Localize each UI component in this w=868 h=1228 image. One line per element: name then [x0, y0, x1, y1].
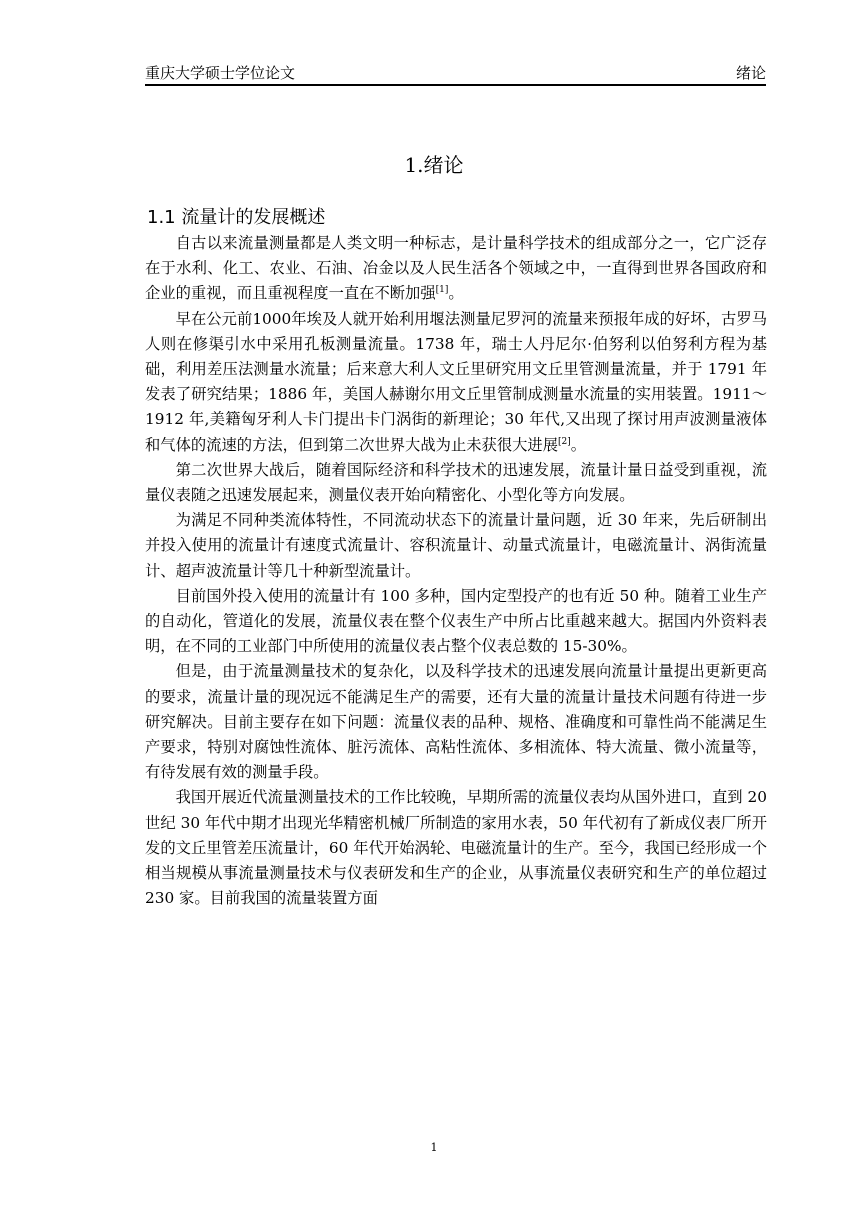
- paragraph-text: 第二次世界大战后，随着国际经济和科学技术的迅速发展，流量计量日益受到重视，流量仪表随之迅速发展起来，测量仪表开始向精密化、小型化等方向发展。: [145, 460, 767, 505]
- body-text: [145, 231, 767, 911]
- paragraph: [145, 508, 767, 584]
- paragraph: [145, 231, 767, 307]
- header-chapter-name: 绪论: [735, 64, 766, 82]
- chapter-title: 1.绪论: [404, 153, 464, 177]
- paragraph-end: 。: [448, 284, 464, 303]
- citation-ref: [1]: [435, 285, 449, 296]
- section-title: 1.1 流量计的发展概述: [147, 207, 326, 228]
- paragraph-text: 我国开展近代流量测量技术的工作比较晚，早期所需的流量仪表均从国外进口，直到 20 世纪 30 年代中期才出现光华精密机械厂所制造的家用水表，50 年代初有了新成仪表厂所开发的文丘里管差压流量计，60 年代开始涡轮、电磁流量计的生产。至今，我国已经形成一个相当规模从事流量测量技术与仪表研发和生产的企业，从事流量仪表研究和生产的单位超过 230 家。目前我国的流量装置方面: [145, 788, 767, 908]
- paragraph-end: 。: [570, 435, 587, 454]
- paragraph-text: 为满足不同种类流体特性，不同流动状态下的流量计量问题，近 30 年来，先后研制出并投入使用的流量计有速度式流量计、容积流量计、动量式流量计，电磁流量计、涡街流量计、超声波流量计等几十种新型流量计。: [145, 511, 767, 580]
- running-header: [145, 62, 766, 86]
- paragraph: [145, 785, 767, 911]
- paragraph: [145, 458, 767, 508]
- paragraph-text: 自古以来流量测量都是人类文明一种标志，是计量科学技术的组成部分之一，它广泛存在于水利、化工、农业、石油、冶金以及人民生活各个领域之中，一直得到世界各国政府和企业的重视，而且重视程度一直在不断加强: [145, 234, 767, 303]
- paragraph-text: 但是，由于流量测量技术的复杂化，以及科学技术的迅速发展向流量计量提出更新更高的要求，流量计量的现况远不能满足生产的需要，还有大量的流量计量技术问题有待进一步研究解决。目前主要存在如下问题：流量仪表的品种、规格、准确度和可靠性尚不能满足生产要求，特别对腐蚀性流体、脏污流体、高粘性流体、多相流体、特大流量、微小流量等，有待发展有效的测量手段。: [145, 662, 767, 782]
- paragraph-text: 早在公元前1000年埃及人就开始利用堰法测量尼罗河的流量来预报年成的好坏，古罗马人则在修渠引水中采用孔板测量流量。1738 年，瑞士人丹尼尔·伯努利以伯努利方程为基础，利用差压法测量水流量；后来意大利人文丘里研究用文丘里管测量流量，并于 1791 年发表了研究结果；1886 年，美国人赫谢尔用文丘里管制成测量水流量的实用装置。1911～1912 年,美籍匈牙利人卡门提出卡门涡街的新理论；30 年代,又出现了探讨用声波测量液体和气体的流速的方法，但到第二次世界大战为止未获很大进展: [145, 309, 767, 454]
- header-thesis-title: 重庆大学硕士学位论文: [145, 64, 296, 82]
- paragraph: [145, 584, 767, 660]
- paragraph: [145, 307, 767, 458]
- paragraph: [145, 659, 767, 785]
- citation-ref: [2]: [558, 436, 571, 447]
- paragraph-text: 目前国外投入使用的流量计有 100 多种，国内定型投产的也有近 50 种。随着工业生产的自动化，管道化的发展，流量仪表在整个仪表生产中所占比重越来越大。据国内外资料表明，在不同的工业部门中所使用的流量仪表占整个仪表总数的 15-30%。: [145, 586, 767, 656]
- page-number: 1: [430, 1141, 438, 1154]
